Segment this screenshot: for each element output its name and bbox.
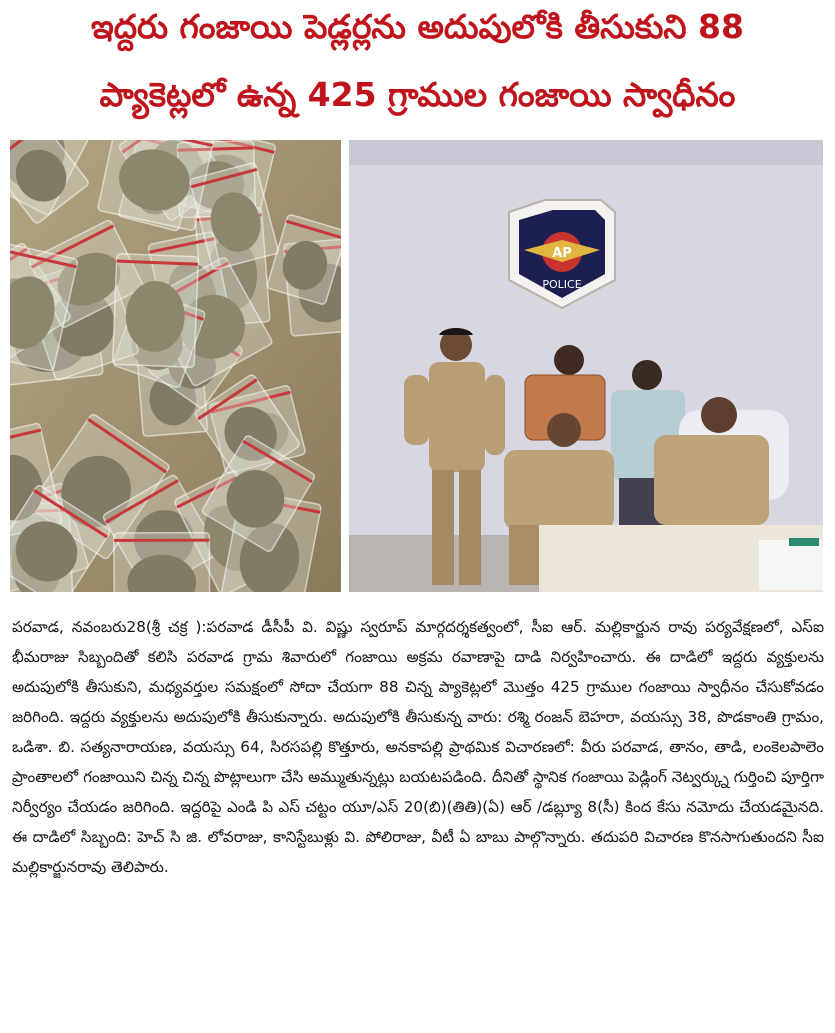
headline-line-1: ఇద్దరు గంజాయి పెడ్లర్లను అదుపులోకి తీసుకుని 88 <box>91 7 744 46</box>
ganja-packet <box>114 533 210 592</box>
emblem-ap-text: AP <box>552 246 572 261</box>
seized-packets-photo <box>10 140 341 592</box>
article-paragraph: పరవాడ, నవంబరు28(శ్రీ చక్ర ):పరవాడ డీసీపీ వి. విష్ణు స్వరూప్ మార్గదర్శకత్వంలో, సీఐ ఆర్. మల్లికార్జున రావు పర్యవేక్షణలో, ఎస్ఐ భీమరాజు సిబ్బందితో కలిసి పరవాడ గ్రామ శివారులో గంజాయి అక్రమ రవాణాపై దాడి నిర్వహించారు. ఈ దాడిలో ఇద్దరు వ్యక్తులను అదుపులోకి తీసుకుని, మధ్యవర్తుల సమక్షంలో సోదా చేయగా 88 చిన్న ప్యాకెట్లలో మొత్తం 425 గ్రాముల గంజాయి స్వాధీనం చేసుకోవడం జరిగింది. ఇద్దరు వ్యక్తులను అదుపులోకి తీసుకున్నారు. అదుపులోకి తీసుకున్న వారు: రశ్మి రంజన్ బెహరా, వయస్సు 38, పొడకాంతి గ్రామం, ఒడిశా. బి. సత్యనారాయణ, వయస్సు 64, సిరసపల్లి కొత్తూరు, అనకాపల్లి ప్రాథమిక విచారణలో: వీరు పరవాడ, తానం, తాడి, లంకెలపాలెం ప్రాంతాలలో గంజాయిని చిన్న చిన్న పొట్లాలుగా చేసి అమ్ముతున్నట్లు బయటపడింది. దీనితో స్థానిక గంజాయి పెడ్లింగ్ నెట్వర్క్ను గుర్తించి పూర్తిగా నిర్వీర్యం చేయడం జరిగింది. ఇద్దరిపై ఎండి పి ఎస్ చట్టం యూ/ఎస్ 20(బి)(తితి)(ఏ) ఆర్ /డబ్ల్యూ 8(సీ) కింద కేసు నమోదు చేయడమైనది. ఈ దాడిలో సిబ్బంది: హెచ్ సి జి. లోవరాజు, కానిస్టేబుళ్లు వి. పోలిరాజు, వీటీ ఏ బాబు పాల్గొన్నారు. తదుపరి విచారణ కొనసాగుతుందని సీఐ మల్లికార్జునరావు తెలిపారు. <box>12 618 824 876</box>
article-body <box>12 612 824 882</box>
police-group-photo <box>349 140 823 592</box>
headline-line-2: ప్యాకెట్లలో ఉన్న 425 గ్రాముల గంజాయి స్వాధీనం <box>99 75 736 114</box>
ganja-packet <box>113 254 199 368</box>
emblem-police-text: POLICE <box>542 278 582 291</box>
